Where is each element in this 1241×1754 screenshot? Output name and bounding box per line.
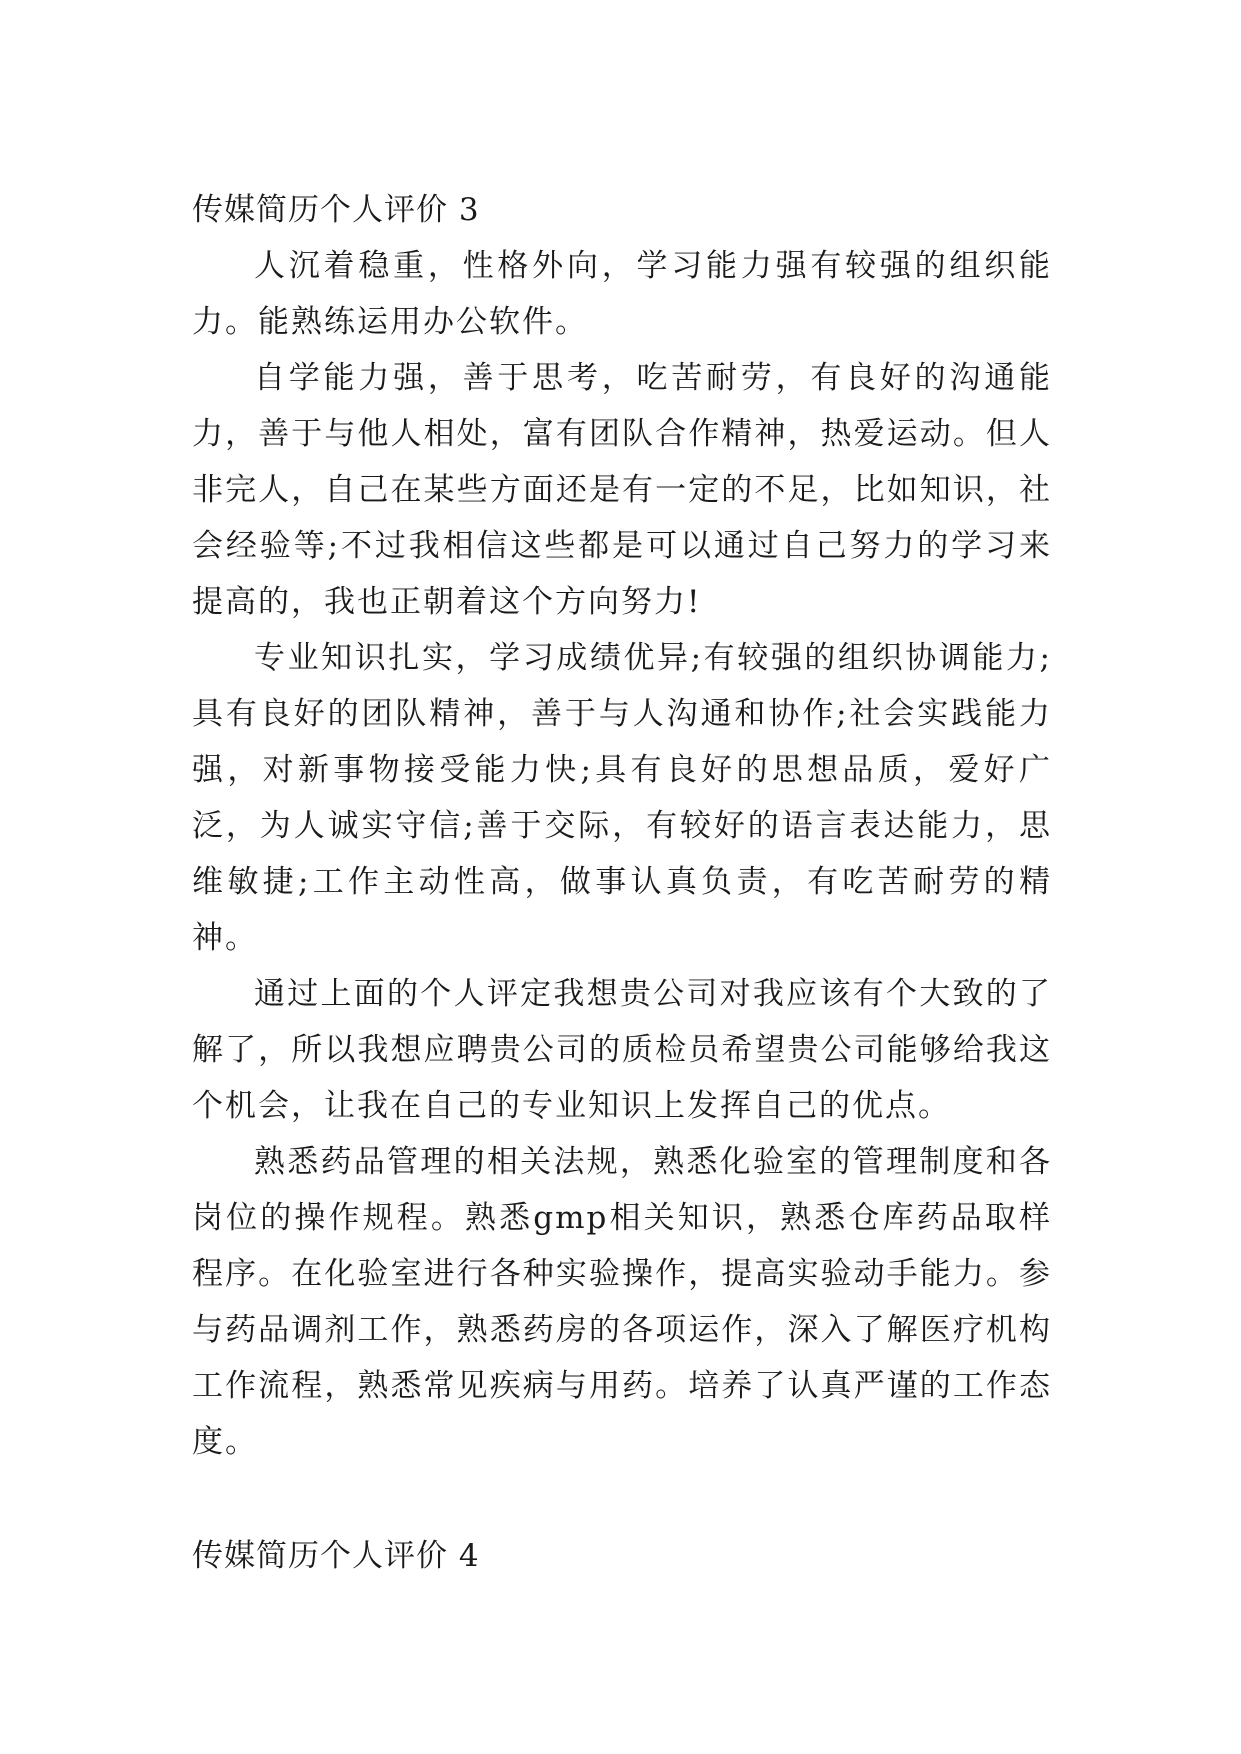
text-column <box>192 182 1052 1584</box>
paragraph-professional-knowledge: 专业知识扎实，学习成绩优异;有较强的组织协调能力;具有良好的团队精神，善于与人沟通和协作;社会实践能力强，对新事物接受能力快;具有良好的思想品质，爱好广泛，为人诚实守信;善于交际，有较好的语言表达能力，思维敏捷;工作主动性高，做事认真负责，有吃苦耐劳的精神。 <box>192 640 1052 956</box>
paragraph-pharmacy-experience: 熟悉药品管理的相关法规，熟悉化验室的管理制度和各岗位的操作规程。熟悉gmp相关知识，熟悉仓库药品取样程序。在化验室进行各种实验操作，提高实验动手能力。参与药品调剂工作，熟悉药房的各项运作，深入了解医疗机构工作流程，熟悉常见疾病与用药。培养了认真严谨的工作态度。 <box>192 1144 1052 1460</box>
paragraph-application: 通过上面的个人评定我想贵公司对我应该有个大致的了解了，所以我想应聘贵公司的质检员希望贵公司能够给我这个机会，让我在自己的专业知识上发挥自己的优点。 <box>192 976 1052 1124</box>
section-spacer <box>192 1470 1052 1528</box>
paragraph-personality: 人沉着稳重，性格外向，学习能力强有较强的组织能力。能熟练运用办公软件。 <box>192 248 1052 340</box>
paragraph-self-learning: 自学能力强，善于思考，吃苦耐劳，有良好的沟通能力，善于与他人相处，富有团队合作精神，热爱运动。但人非完人，自己在某些方面还是有一定的不足，比如知识，社会经验等;不过我相信这些都是可以通过自己努力的学习来提高的，我也正朝着这个方向努力! <box>192 360 1052 620</box>
section-heading-4: 传媒简历个人评价 4 <box>192 1538 480 1574</box>
section-heading-3: 传媒简历个人评价 3 <box>192 192 480 228</box>
